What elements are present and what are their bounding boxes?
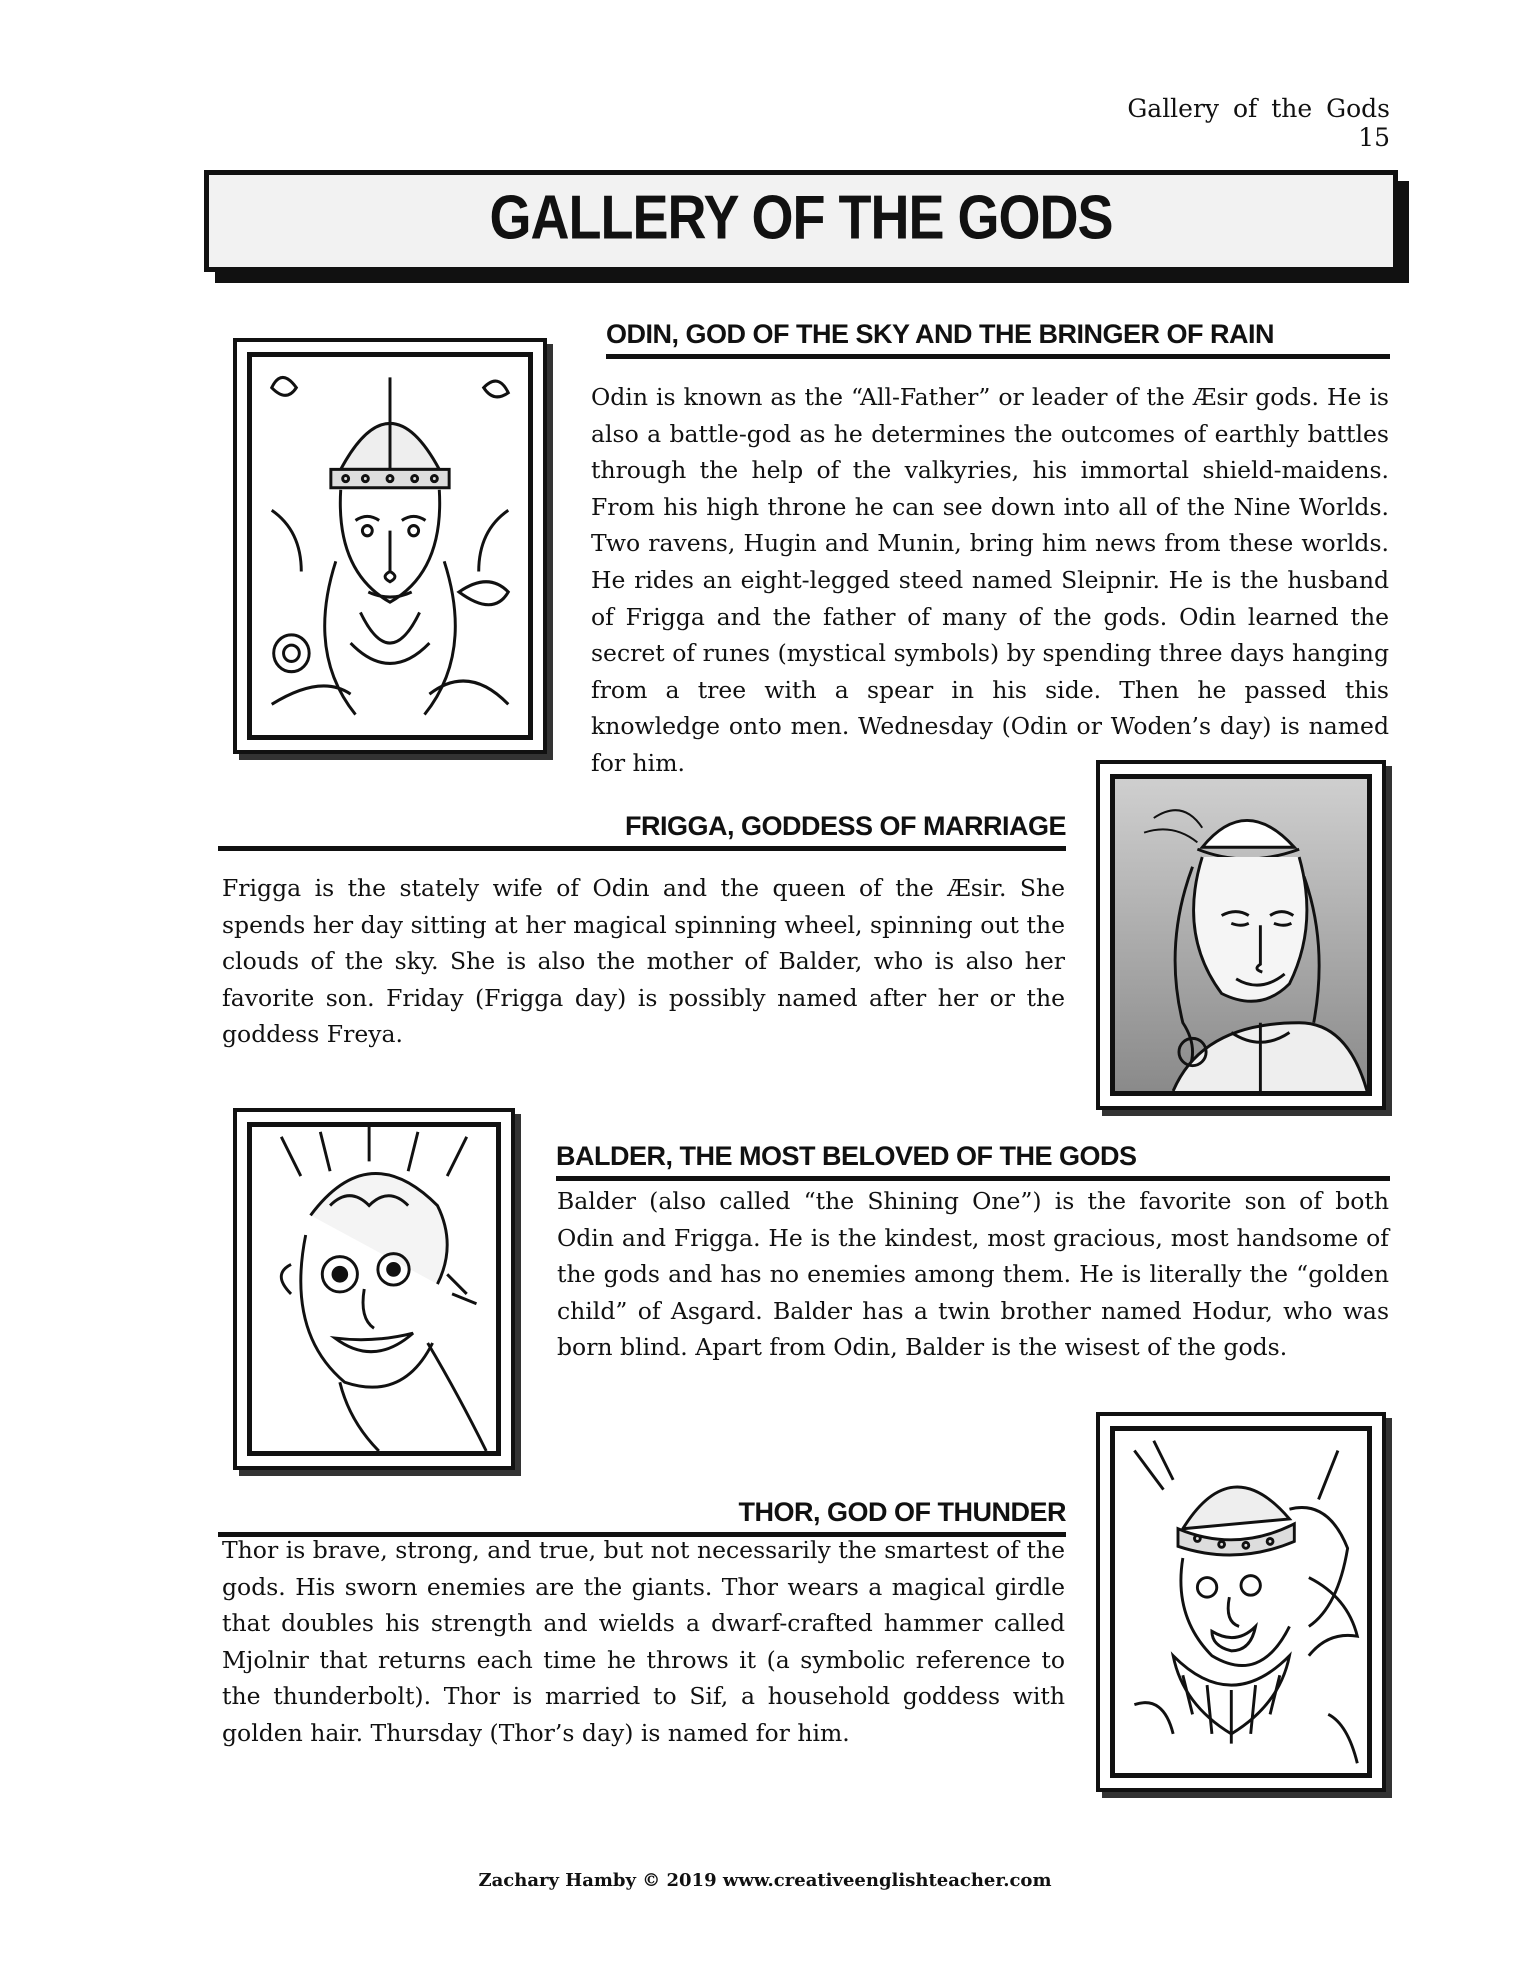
balder-body: Balder (also called “the Shining One”) is the favorite son of both Odin and Frigga. He is the kindest, most gracious, most handsome of the gods and has no enemies among them. He is literally the “golden child” of Asgard. Balder has a twin brother named Hodur, who was born blind. Apart from Odin, Balder is the wisest of the gods. bbox=[557, 1187, 1389, 1362]
thor-heading: THOR, GOD OF THUNDER bbox=[218, 1496, 1066, 1537]
frigga-portrait bbox=[1096, 760, 1386, 1110]
odin-body: Odin is known as the “All-Father” or leader of the Æsir gods. He is also a battle-god as he determines the outcomes of earthly battles through the help of the valkyries, his immortal shield-maidens. From his high throne he can see down into all of the Nine Worlds. Two ravens, Hugin and Munin, bring him news from these worlds. He rides an eight-legged steed named Sleipnir. He is the husband of Frigga and the father of many of the gods. Odin learned the secret of runes (mystical symbols) by spending three days hanging from a tree with a spear in his side. Then he passed this knowledge onto men. Wednesday (Odin or Woden’s day) is named for him. bbox=[591, 383, 1389, 777]
frigga-illustration bbox=[1115, 779, 1367, 1091]
odin-illustration bbox=[252, 357, 528, 735]
frigga-heading: FRIGGA, GODDESS OF MARRIAGE bbox=[218, 810, 1066, 851]
page-number: 15 bbox=[1358, 123, 1390, 152]
thor-body: Thor is brave, strong, and true, but not necessarily the smartest of the gods. His sworn enemies are the giants. Thor wears a magical girdle that doubles his strength and wields a dwarf-crafted hammer called Mjolnir that returns each time he throws it (a symbolic reference to the thunderbolt). Thor is married to Sif, a household goddess with golden hair. Thursday (Thor’s day) is named for him. bbox=[222, 1536, 1065, 1747]
odin-portrait bbox=[233, 338, 547, 754]
running-head bbox=[1060, 94, 1390, 152]
balder-portrait bbox=[233, 1108, 515, 1470]
frigga-body: Frigga is the stately wife of Odin and the queen of the Æsir. She spends her day sitting at her magical spinning wheel, spinning out the clouds of the sky. She is also the mother of Balder, who is also her favorite son. Friday (Frigga day) is possibly named after her or the goddess Freya. bbox=[222, 874, 1065, 1049]
thor-portrait bbox=[1096, 1412, 1386, 1792]
balder-heading: BALDER, THE MOST BELOVED OF THE GODS bbox=[556, 1140, 1390, 1181]
page-title: GALLERY OF THE GODS bbox=[489, 183, 1113, 253]
running-head-title: Gallery of the Gods bbox=[1127, 94, 1390, 123]
balder-illustration bbox=[252, 1127, 496, 1451]
thor-illustration bbox=[1115, 1431, 1367, 1773]
title-banner bbox=[204, 170, 1398, 272]
footer-credit: Zachary Hamby © 2019 www.creativeenglishteacher.com bbox=[478, 1870, 1052, 1891]
odin-heading: ODIN, GOD OF THE SKY AND THE BRINGER OF RAIN bbox=[606, 318, 1390, 359]
